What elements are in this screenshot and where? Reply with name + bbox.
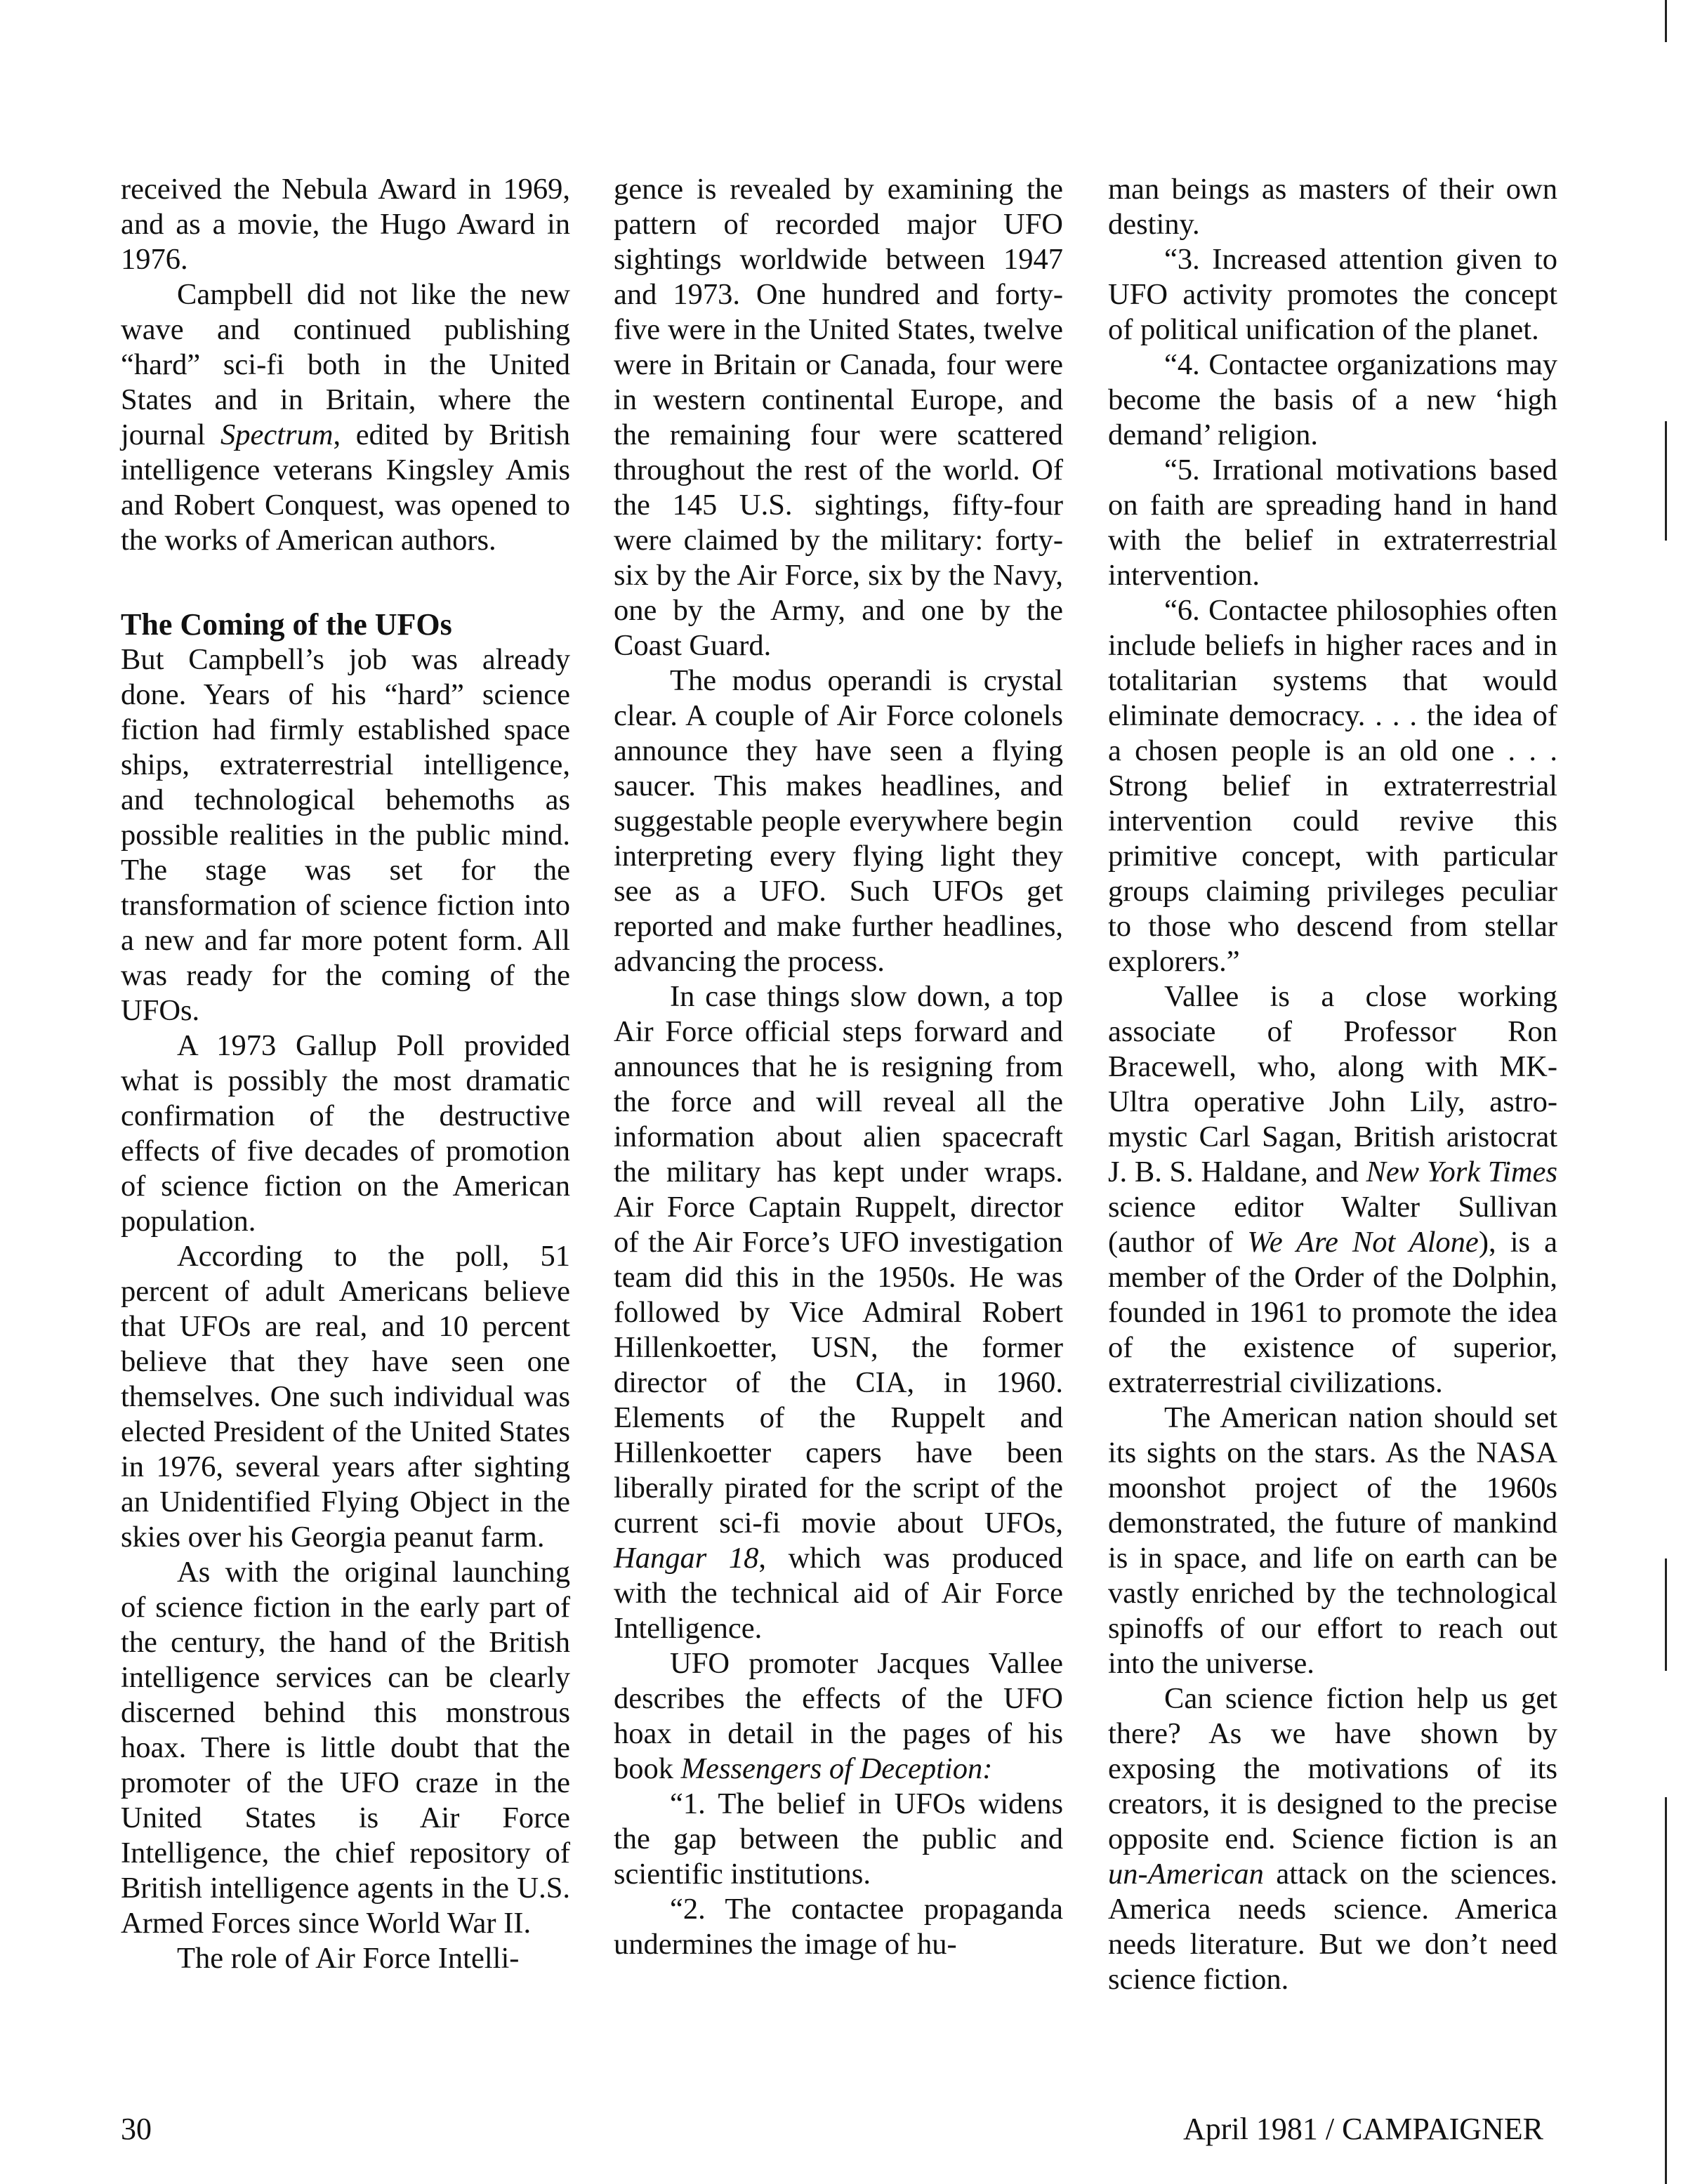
list-item: “5. Irrational motivations based on faith are spreading hand in hand with the belief in extraterrestrial intervention. — [1108, 454, 1557, 592]
paragraph: received the Nebula Award in 1969, and as a movie, the Hugo Award in 1976. — [121, 173, 570, 276]
scan-edge-mark — [1665, 421, 1667, 541]
paragraph-text: , which was produced with the technical aid of Air Force Intelligence. — [614, 1542, 1063, 1645]
paragraph — [614, 1646, 1063, 1787]
paragraph: The American nation should set its sights on the stars. As the NASA moonshot project of the 1960s demonstrated, the future of mankind is in space, and life on earth can be vastly enriched by the technological spinoffs of our effort to reach out into the universe. — [1108, 1401, 1557, 1680]
paragraph: A 1973 Gallup Poll provided what is possibly the most dramatic confirmation of the destructive effects of five decades of promotion of science fiction on the American population. — [121, 1029, 570, 1238]
article-column-3 — [1108, 172, 1557, 1997]
article-column-2 — [614, 172, 1063, 1962]
scan-edge-mark — [1665, 1558, 1667, 1671]
paragraph-text: attack on the sciences. America needs science. America needs literature. But we don’t need science fiction. — [1108, 1858, 1557, 1996]
paragraph-text: ), is a member of the Order of the Dolphin, founded in 1961 to promote the idea of the existence of superior, extraterrestrial civilizations. — [1108, 1226, 1558, 1399]
paragraph-text: UFO promoter Jacques Vallee describes the effects of the UFO hoax in detail in the pages of his book — [614, 1647, 1063, 1785]
paragraph-text: Can science fiction help us get there? As we have shown by exposing the motivations of its creators, it is designed to the precise opposite end. Science fiction is an — [1108, 1682, 1557, 1855]
book-title: Messengers of Deception: — [680, 1752, 993, 1785]
section-heading: The Coming of the UFOs — [121, 607, 452, 642]
list-item: “4. Contactee organizations may become the basis of a new ‘high demand’ religion. — [1108, 348, 1557, 451]
newspaper-title: New York Times — [1366, 1156, 1558, 1189]
paragraph: The role of Air Force Intelli- — [177, 1942, 520, 1975]
list-item: “6. Contactee philosophies often include beliefs in higher races and in totalitarian systems that would eliminate democracy. . . . the idea of a chosen people is an old one . . . Strong belief in extraterrestrial intervention could revive this primitive concept, with particular groups claiming privileges peculiar to those who descend from stellar explorers.” — [1108, 594, 1557, 978]
paragraph-text: science editor Walter Sullivan (author of — [1108, 1191, 1557, 1259]
paragraph: But Campbell’s job was already done. Years of his “hard” science fiction had firmly established space ships, extraterrestrial intelligence, and technological behemoths as possible realities in the public mind. The stage was set for the transformation of science fiction into a new and far more potent form. All was ready for the coming of the UFOs. — [121, 643, 570, 1027]
scan-edge-mark — [1665, 0, 1667, 42]
list-item: “2. The contactee propaganda undermines the image of hu- — [614, 1893, 1063, 1961]
paragraph — [614, 979, 1063, 1646]
scan-edge-mark — [1665, 1797, 1667, 2184]
list-item: “3. Increased attention given to UFO activity promotes the concept of political unification of the planet. — [1108, 243, 1557, 346]
paragraph — [1108, 979, 1557, 1401]
paragraph-text: Campbell did not like the new wave and continued publishing “hard” sci-fi both in the United States and in Britain, where the journal — [121, 278, 570, 451]
book-title: We Are Not Alone — [1247, 1226, 1479, 1259]
journal-title: Spectrum — [220, 418, 334, 451]
article-column-1 — [121, 172, 570, 1976]
paragraph: The modus operandi is crystal clear. A couple of Air Force colonels announce they have seen a flying saucer. This makes headlines, and suggestable people everywhere begin interpreting every flying light they see as a UFO. Such UFOs get reported and make further headlines, advancing the process. — [614, 664, 1063, 978]
paragraph: As with the original launching of science fiction in the early part of the century, the hand of the British intelligence services can be clearly discerned behind this monstrous hoax. There is little doubt that the promoter of the UFO craze in the United States is Air Force Intelligence, the chief repository of British intelligence agents in the U.S. Armed Forces since World War II. — [121, 1556, 570, 1940]
page-number: 30 — [121, 2112, 152, 2146]
paragraph — [121, 277, 570, 558]
paragraph: According to the poll, 51 percent of adult Americans believe that UFOs are real, and 10 percent believe that they have seen one themselves. One such individual was elected President of the United States in 1976, several years after sighting an Unidentified Flying Object in the skies over his Georgia peanut farm. — [121, 1240, 570, 1554]
emphasis: un-American — [1108, 1858, 1264, 1891]
paragraph: gence is revealed by examining the pattern of recorded major UFO sightings worldwide between 1947 and 1973. One hundred and forty-five were in the United States, twelve were in Britain or Canada, four were in western continental Europe, and the remaining four were scattered throughout the rest of the world. Of the 145 U.S. sightings, fifty-four were claimed by the military: forty-six by the Air Force, six by the Navy, one by the Army, and one by the Coast Guard. — [614, 173, 1063, 662]
paragraph-text: In case things slow down, a top Air Force official steps forward and announces that he is resigning from the force and will reveal all the information about alien spacecraft the military has kept under wraps. Air Force Captain Ruppelt, director of the Air Force’s UFO investigation team did this in the 1950s. He was followed by Vice Admiral Robert Hillenkoetter, USN, the former director of the CIA, in 1960. Elements of the Ruppelt and Hillenkoetter capers have been liberally pirated for the script of the current sci-fi movie about UFOs, — [614, 980, 1063, 1540]
paragraph-text: Vallee is a close working associate of Professor Ron Bracewell, who, along with MK-Ultra operative John Lily, astro-mystic Carl Sagan, British aristocrat J. B. S. Haldane, and — [1108, 980, 1557, 1189]
list-item: “1. The belief in UFOs widens the gap between the public and scientific institutions. — [614, 1787, 1063, 1891]
paragraph — [1108, 1681, 1557, 1997]
running-footer: April 1981 / CAMPAIGNER — [1183, 2112, 1543, 2146]
movie-title: Hangar 18 — [614, 1542, 759, 1575]
paragraph-text: , edited by British intelligence veterans Kingsley Amis and Robert Conquest, was opened to the works of American authors. — [121, 418, 570, 557]
list-item: man beings as masters of their own destiny. — [1108, 173, 1557, 241]
